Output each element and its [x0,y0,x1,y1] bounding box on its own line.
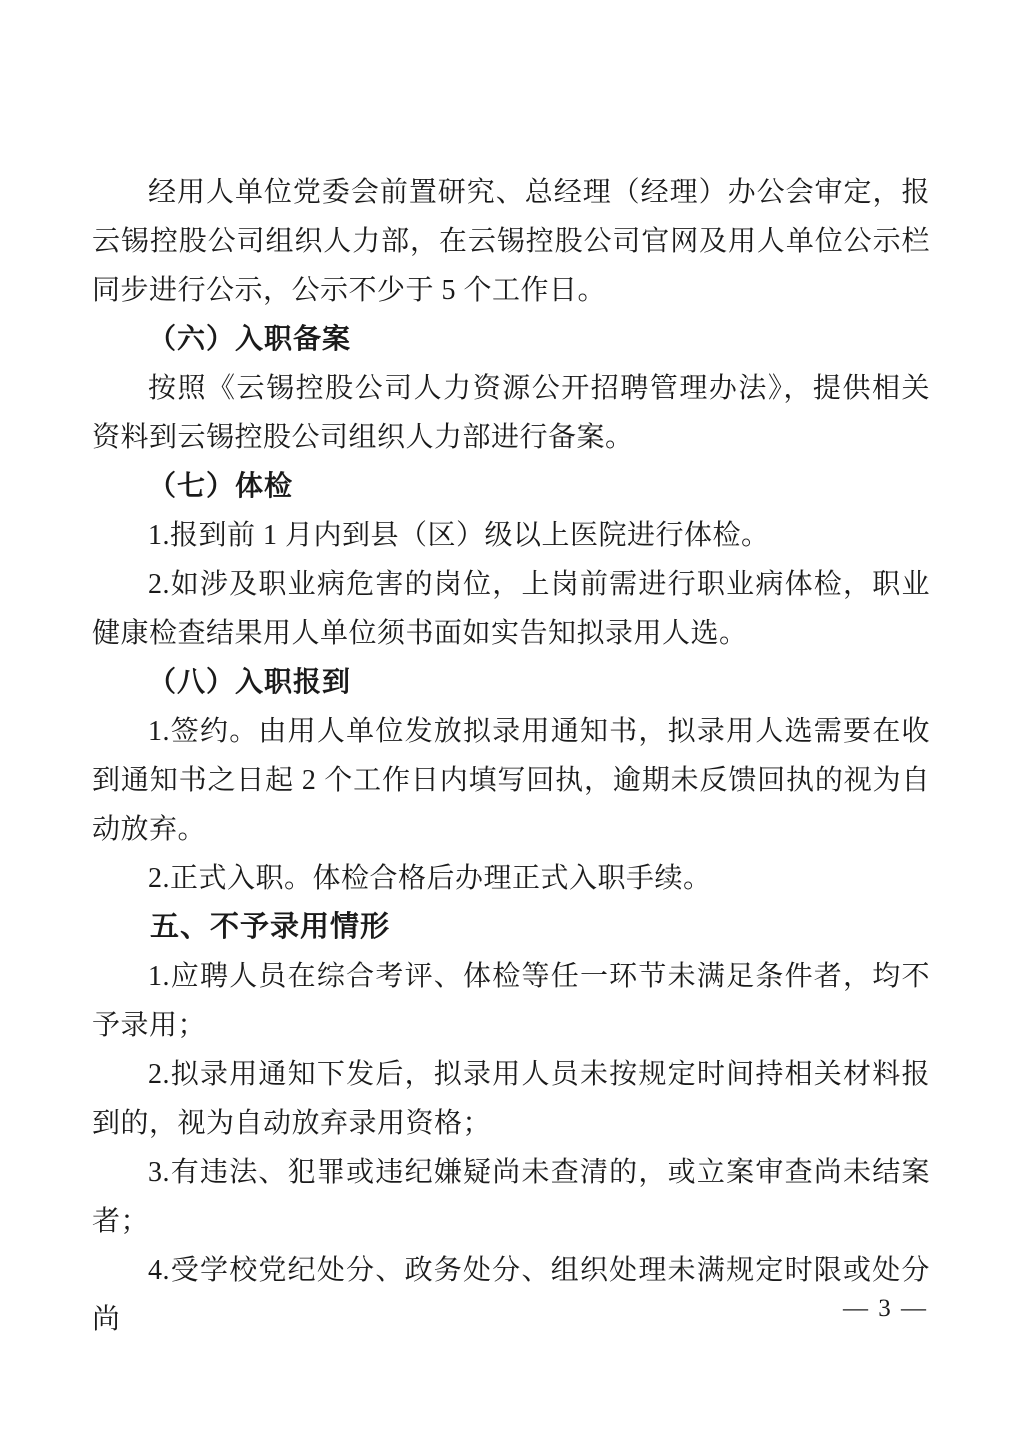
paragraph-exam-item-1: 1.报到前 1 月内到县（区）级以上医院进行体检。 [148,520,770,551]
paragraph-public-notice: 经用人单位党委会前置研究、总经理（经理）办公会审定，报云锡控股公司组织人力部，在云锡控股公司官网及用人单位公示栏同步进行公示，公示不少于 5 个工作日。 [92,177,930,306]
chapter-heading-rejection-cases: 五、不予录用情形 [150,911,391,943]
page-number: — 3 — [843,1295,928,1322]
document-body [92,168,930,1344]
paragraph-rejection-item-1: 1.应聘人员在综合考评、体检等任一环节未满足条件者，均不予录用； [92,961,930,1041]
section-heading-onboarding-filing: （六）入职备案 [148,324,352,355]
paragraph-rejection-item-4: 4.受学校党纪处分、政务处分、组织处理未满规定时限或处分尚 [92,1255,930,1335]
paragraph-reporting-item-2: 2.正式入职。体检合格后办理正式入职手续。 [148,863,712,894]
paragraph-filing-procedure: 按照《云锡控股公司人力资源公开招聘管理办法》，提供相关资料到云锡控股公司组织人力部进行备案。 [92,373,930,453]
section-heading-reporting: （八）入职报到 [148,667,352,698]
paragraph-exam-item-2: 2.如涉及职业病危害的岗位，上岗前需进行职业病体检，职业健康检查结果用人单位须书面如实告知拟录用人选。 [92,569,930,649]
paragraph-reporting-item-1: 1.签约。由用人单位发放拟录用通知书，拟录用人选需要在收到通知书之日起 2 个工作日内填写回执，逾期未反馈回执的视为自动放弃。 [92,716,930,845]
section-heading-physical-exam: （七）体检 [148,471,294,502]
paragraph-rejection-item-2: 2.拟录用通知下发后，拟录用人员未按规定时间持相关材料报到的，视为自动放弃录用资格； [92,1059,930,1139]
paragraph-rejection-item-3: 3.有违法、犯罪或违纪嫌疑尚未查清的，或立案审查尚未结案者； [92,1157,930,1237]
